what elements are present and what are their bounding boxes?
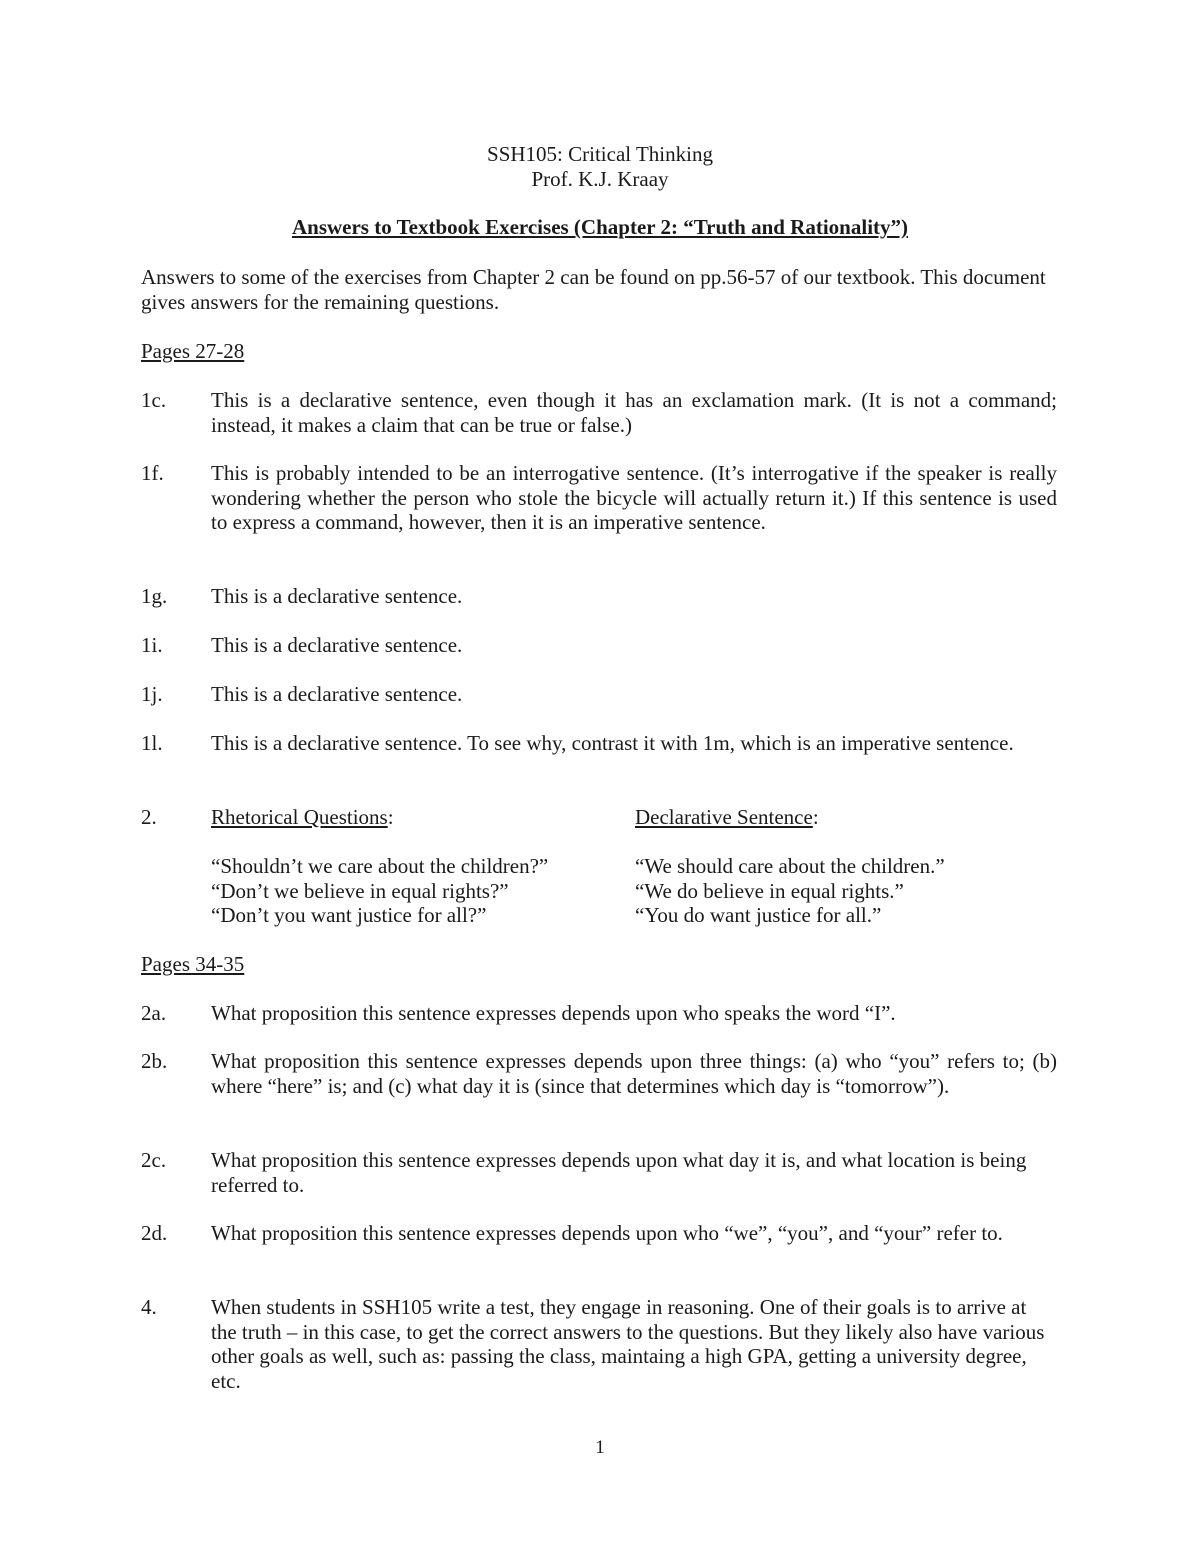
list-item: “We do believe in equal rights.” — [635, 878, 904, 903]
section-heading-pages-27-28: Pages 27-28 — [141, 339, 245, 363]
item-text: When students in SSH105 write a test, they engage in reasoning. One of their goals is to arrive at the truth – in this case, to get the correct answers to the questions. But they likely also have various other goals as well, such as: passing the class, maintaing a high GPA, getting a university degree, etc. — [211, 1295, 1045, 1393]
section-heading-pages-34-35: Pages 34-35 — [141, 952, 245, 976]
item-text: This is a declarative sentence. — [211, 584, 463, 608]
declarative-sentence-column — [635, 805, 1055, 928]
answer-item-1f — [141, 461, 1057, 535]
item-number: 2. — [141, 805, 157, 829]
course-title: SSH105: Critical Thinking — [487, 142, 713, 166]
list-item: “You do want justice for all.” — [635, 903, 882, 927]
professor-name: Prof. K.J. Kraay — [531, 166, 669, 191]
item-number: 2d. — [141, 1221, 168, 1245]
column-heading: Declarative Sentence: — [635, 805, 819, 829]
item-text: This is a declarative sentence. — [211, 633, 463, 657]
document-title: Answers to Textbook Exercises (Chapter 2: “Truth and Rationality”) — [291, 215, 909, 239]
answer-item-2d — [141, 1221, 1057, 1246]
item-number: 1i. — [141, 633, 163, 657]
answer-item-1i — [141, 633, 1057, 658]
item-text: What proposition this sentence expresses depends upon three things: (a) who “you” refers to; (b) where “here” is; and (c) what day it is (since that determines which day is “tomorrow”). — [211, 1049, 1057, 1098]
rhetorical-questions-column — [211, 805, 631, 928]
item-text: What proposition this sentence expresses depends upon who speaks the word “I”. — [211, 1001, 896, 1025]
item-number: 1c. — [141, 388, 167, 412]
page-number: 1 — [595, 1437, 605, 1458]
item-number: 4. — [141, 1295, 157, 1319]
document-header — [0, 142, 1200, 191]
item-text: This is a declarative sentence. To see why, contrast it with 1m, which is an imperative sentence. — [211, 731, 1014, 755]
item-number: 1j. — [141, 682, 163, 706]
rhetorical-list — [211, 854, 631, 928]
list-item: “Don’t you want justice for all?” — [211, 903, 487, 927]
answer-item-1c — [141, 388, 1057, 437]
item-text: This is a declarative sentence. — [211, 682, 463, 706]
intro-paragraph: Answers to some of the exercises from Chapter 2 can be found on pp.56-57 of our textbook. This document gives answers for the remaining questions. — [141, 265, 1046, 314]
answer-item-1j — [141, 682, 1057, 707]
answer-item-2b — [141, 1049, 1057, 1098]
list-item: “We should care about the children.” — [635, 854, 945, 878]
item-text: What proposition this sentence expresses depends upon who “we”, “you”, and “your” refer to. — [211, 1221, 1003, 1245]
answer-item-1g — [141, 584, 1057, 609]
answer-item-1l — [141, 731, 1021, 756]
answer-item-2c — [141, 1148, 1057, 1197]
item-text: This is probably intended to be an interrogative sentence. (It’s interrogative if the speaker is really wondering whether the person who stole the bicycle will actually return it.) If this sentence is used to express a command, however, then it is an imperative sentence. — [211, 461, 1057, 534]
column-heading: Rhetorical Questions: — [211, 805, 394, 829]
item-number: 2c. — [141, 1148, 167, 1172]
item-number: 2b. — [141, 1049, 168, 1073]
answer-item-2a — [141, 1001, 1057, 1026]
list-item: “Shouldn’t we care about the children?” — [211, 854, 549, 878]
item-number: 1f. — [141, 461, 164, 485]
item-text: What proposition this sentence expresses depends upon what day it is, and what location is being referred to. — [211, 1148, 1027, 1197]
item-text: This is a declarative sentence, even though it has an exclamation mark. (It is not a command; instead, it makes a claim that can be true or false.) — [211, 388, 1057, 437]
list-item: “Don’t we believe in equal rights?” — [211, 878, 509, 903]
item-number: 1l. — [141, 731, 163, 755]
answer-item-4 — [141, 1295, 1057, 1393]
declarative-list — [635, 854, 1055, 928]
item-number: 2a. — [141, 1001, 167, 1025]
item-number: 1g. — [141, 584, 168, 608]
